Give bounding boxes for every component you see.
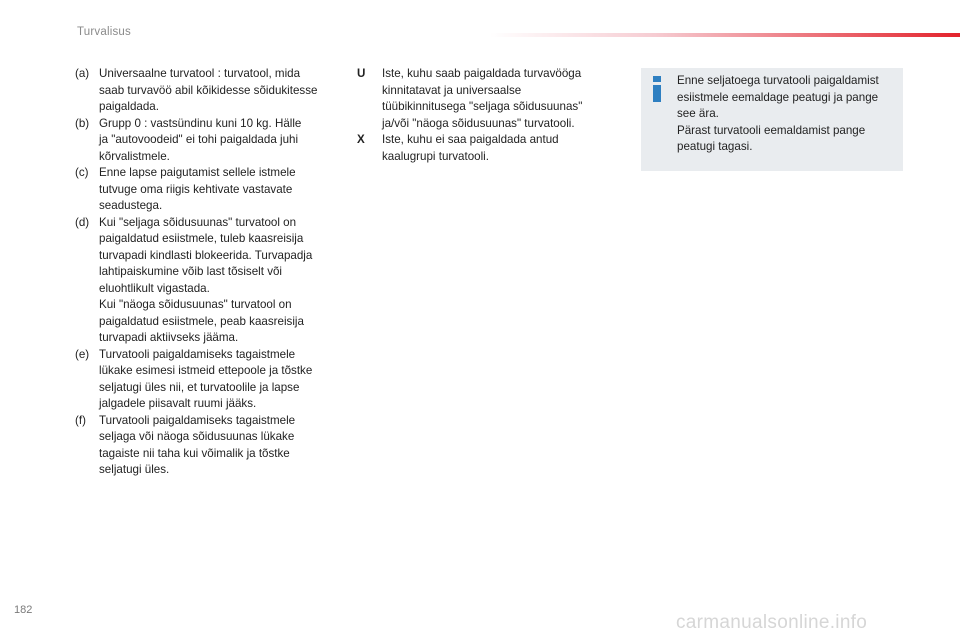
note-text: Kui "seljaga sõidusuunas" turvatool on paigaldatud esiistmele, tuleb kaasreisija turvapadi kindlasti blokeerida. Turvapadja lahtipaiskumine võib last tõsiselt või eluohtlikult vigastada. Kui "näoga sõidusuunas" turvatool on paigaldatud esiistmele, peab kaasreisija turvapadi aktiivseks jääma. [99,215,313,344]
legend-text: Iste, kuhu saab paigaldada turvavööga kinnitatavat ja universaalse tüübikinnitusega "seljaga sõidusuunas" ja/või "näoga sõidusuunas" turvatooli. [382,67,583,130]
note-label: (d) [75,215,90,229]
note-label: (b) [75,116,90,130]
notes-column [75,66,345,479]
note-label: (e) [75,347,90,361]
legend-column [357,66,607,165]
page-number: 182 [14,604,33,616]
legend-key: X [357,133,365,146]
note-text: Grupp 0 : vastsündinu kuni 10 kg. Hälle ja "autovoodeid" ei tohi paigaldada juhi kõrvalistmele. [99,116,302,163]
note-label: (f) [75,413,86,427]
section-title: Turvalisus [77,26,131,38]
note-label: (a) [75,67,90,80]
note-text: Universaalne turvatool : turvatool, mida saab turvavöö abil kõikidesse sõidukitesse paigaldada. [99,67,318,113]
header-accent-bar [490,33,960,37]
note-a [75,66,345,116]
note-text: Turvatooli paigaldamiseks tagaistmele lükake esimesi istmeid ettepoole ja tõstke seljatugi üles nii, et turvatoolile ja lapse jalgadele piisavalt ruumi jääks. [99,347,313,410]
note-e [75,347,345,413]
note-f [75,413,345,479]
note-b [75,116,345,166]
legend-text: Iste, kuhu ei saa paigaldada antud kaalugrupi turvatooli. [382,133,559,163]
info-icon [651,76,663,102]
watermark: carmanualsonline.info [676,612,868,633]
note-text: Enne lapse paigutamist sellele istmele tutvuge oma riigis kehtivate vastavate seadustega. [99,166,296,212]
note-label: (c) [75,166,89,179]
info-box [641,68,903,171]
info-text: Enne seljatoega turvatooli paigaldamist esiistmele eemaldage peatugi ja pange see ära. Pärast turvatooli eemaldamist pange peatugi tagasi. [677,74,879,153]
legend-item-u [357,66,607,132]
note-c [75,165,345,215]
legend-item-x [357,132,607,165]
note-text: Turvatooli paigaldamiseks tagaistmele seljaga või näoga sõidusuunas lükake tagaiste nii taha kui võimalik ja tõstke seljatugi üles. [99,413,296,476]
note-d [75,215,345,347]
legend-key: U [357,67,366,80]
